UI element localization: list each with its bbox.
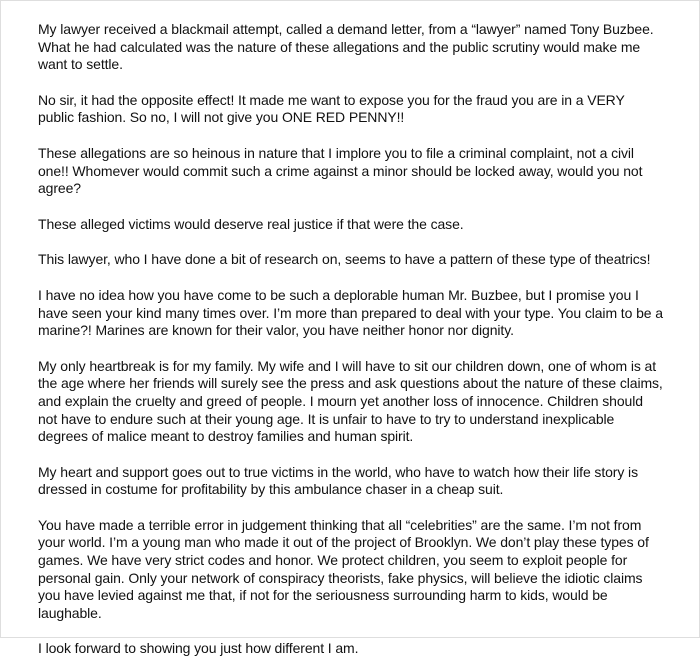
paragraph: This lawyer, who I have done a bit of research on, seems to have a pattern of these type of theatrics! [38,251,651,268]
paragraph: No sir, it had the opposite effect! It made me want to expose you for the fraud you are in a VERY public fashion. So no, I will not give you ONE RED PENNY!! [38,91,625,126]
paragraph: My lawyer received a blackmail attempt, called a demand letter, from a “lawyer” named Tony Buzbee. What he had calculated was the nature of these allegations and the public scrutiny would make me want to settle. [38,21,654,73]
paragraph: My heart and support goes out to true victims in the world, who have to watch how their life story is dressed in costume for profitability by this ambulance chaser in a cheap suit. [38,463,638,498]
paragraph: I look forward to showing you just how different I am. [38,640,359,657]
paragraph: I have no idea how you have come to be such a deplorable human Mr. Buzbee, but I promise you I have seen your kind many times over. I’m more than prepared to deal with your type. You claim to be a marine?! Marines are known for their valor, you have neither honor nor dignity. [38,286,663,339]
paragraph: You have made a terrible error in judgement thinking that all “celebrities” are the same. I’m not from your world. I’m a young man who made it out of the project of Brooklyn. We don’t play these types of games. We have very strict codes and honor. We protect children, you seem to exploit people for personal gain. Only your network of conspiracy theorists, fake physics, will believe the idiotic claims you have levied against me that, if not for the seriousness surrounding harm to kids, would be laughable. [38,516,649,621]
paragraph: My only heartbreak is for my family. My wife and I will have to sit our children down, one of whom is at the age where her friends will surely see the press and ask questions about the nature of these claims, and explain the cruelty and greed of people. I mourn yet another loss of innocence. Children should not have to endure such at their young age. It is unfair to have to try to understand inexplicable degrees of malice meant to destroy families and human spirit. [38,357,663,445]
paragraph: These allegations are so heinous in nature that I implore you to file a criminal complaint, not a civil one!! Whomever would commit such a crime against a minor should be locked away, would you not agree? [38,144,643,197]
paragraph: These alleged victims would deserve real justice if that were the case. [38,215,464,232]
